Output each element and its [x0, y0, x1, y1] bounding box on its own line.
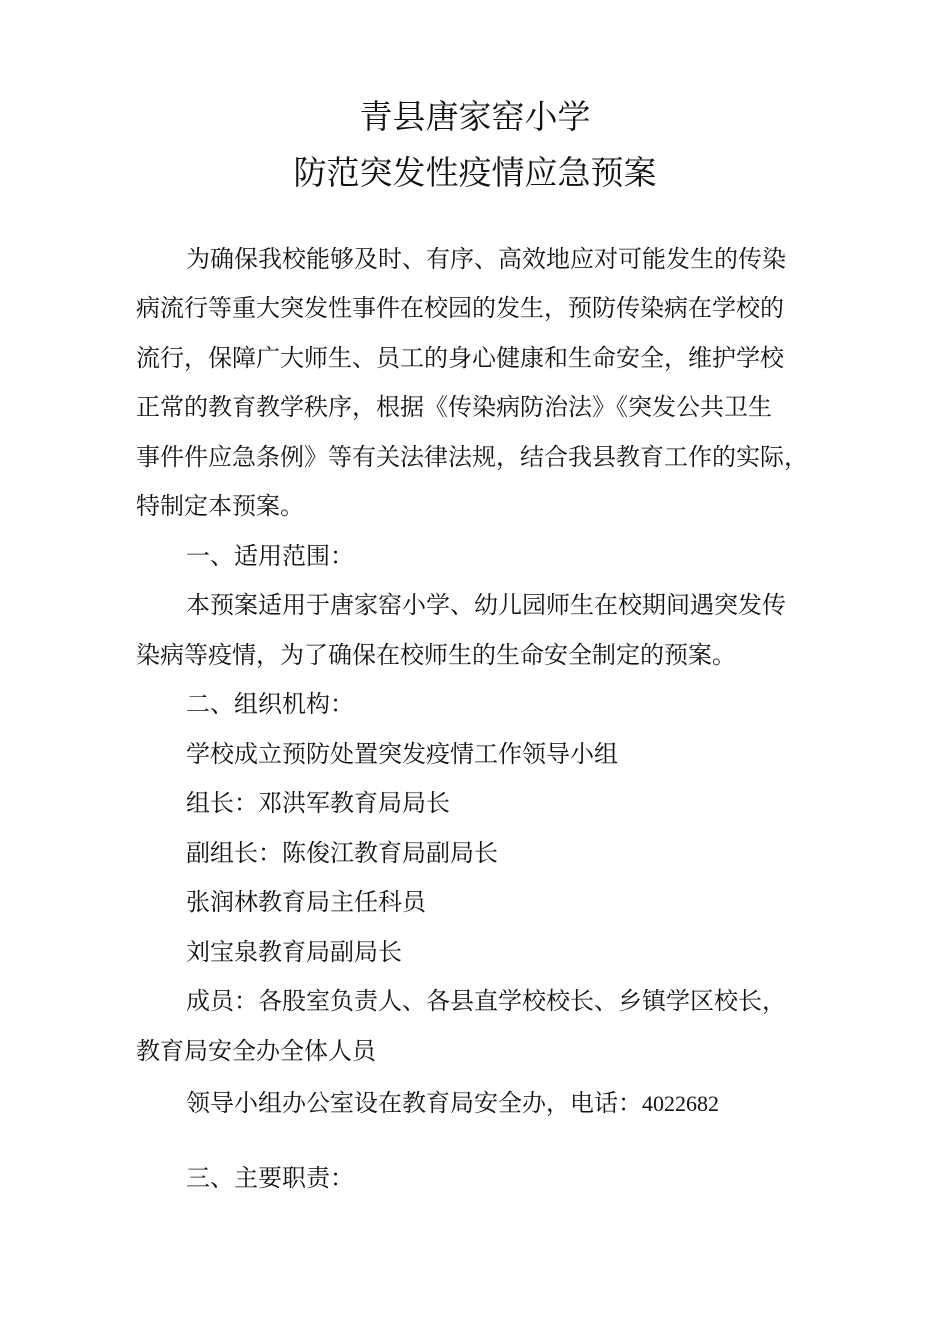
- section-2-line-members-cont: 教育局安全办全体人员: [136, 1037, 376, 1065]
- section-2-line-deputy-3: 刘宝泉教育局副局长: [186, 938, 402, 966]
- section-1-line-1: 本预案适用于唐家窑小学、幼儿园师生在校期间遇突发传: [186, 591, 786, 619]
- intro-line-4: 正常的教育教学秩序，根据《传染病防治法》《突发公共卫生: [136, 393, 772, 421]
- section-1-line-2: 染病等疫情，为了确保在校师生的生命安全制定的预案。: [136, 641, 736, 669]
- section-2-line-group: 学校成立预防处置突发疫情工作领导小组: [186, 740, 618, 768]
- section-2-office-line: [186, 1087, 719, 1120]
- document-title-school: 青县唐家窑小学: [359, 97, 591, 136]
- section-2-line-leader: 组长：邓洪军教育局局长: [186, 789, 450, 817]
- section-2-line-members: 成员：各股室负责人、各县直学校校长、乡镇学区校长，: [186, 987, 786, 1015]
- section-2-heading: 二、组织机构：: [186, 690, 354, 718]
- section-1-heading: 一、适用范围：: [186, 542, 354, 570]
- intro-line-1: 为确保我校能够及时、有序、高效地应对可能发生的传染: [186, 245, 786, 273]
- document-title-plan: 防范突发性疫情应急预案: [293, 153, 657, 192]
- office-phone: 4022682: [642, 1091, 719, 1116]
- section-2-line-deputy-2: 张润林教育局主任科员: [186, 888, 426, 916]
- intro-line-3: 流行，保障广大师生、员工的身心健康和生命安全，维护学校: [136, 344, 784, 372]
- section-3-heading: 三、主要职责：: [186, 1164, 354, 1192]
- office-text: 领导小组办公室设在教育局安全办，电话：: [186, 1089, 642, 1117]
- intro-line-5: 事件件应急条例》等有关法律法规，结合我县教育工作的实际，: [136, 443, 808, 471]
- intro-line-2: 病流行等重大突发性事件在校园的发生，预防传染病在学校的: [136, 294, 784, 322]
- section-2-line-deputy: 副组长：陈俊江教育局副局长: [186, 839, 498, 867]
- intro-line-6: 特制定本预案。: [136, 492, 304, 520]
